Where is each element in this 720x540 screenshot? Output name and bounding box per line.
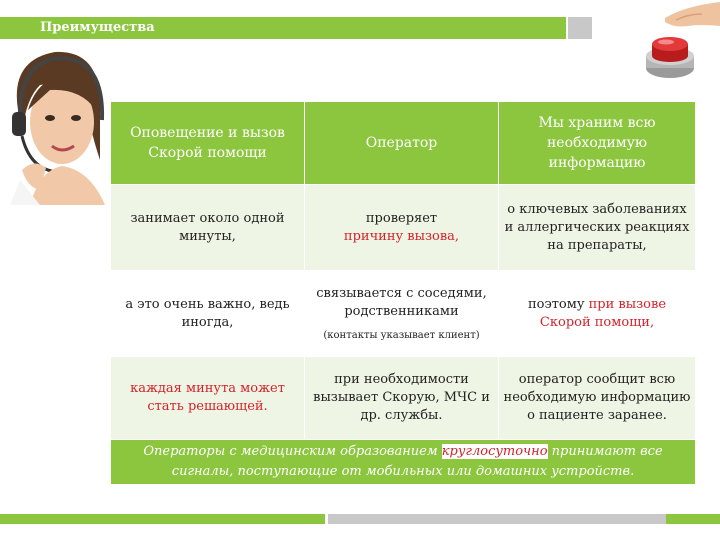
page-title: Преимущества	[40, 20, 155, 35]
footer-text: Операторы с медицинским образованием	[143, 444, 442, 459]
table-cell-r2-c1: а это очень важно, ведь иногда,	[111, 271, 304, 356]
table-header-operator: Оператор	[305, 102, 498, 184]
bottom-accent-bar-left	[0, 514, 325, 524]
table-cell-r3-c1: каждая минута может стать решающей.	[111, 357, 304, 439]
cell-text-highlight: причину вызова,	[343, 228, 460, 244]
top-gray-block	[568, 17, 592, 39]
cell-text: проверяет	[365, 210, 438, 226]
table-cell-r3-c2: при необходимости вызывает Скорую, МЧС и др. службы.	[305, 357, 498, 439]
table-footer-note	[111, 440, 695, 484]
table-cell-r2-c3	[499, 271, 695, 356]
bottom-gray-bar	[328, 514, 666, 524]
cell-note: (контакты указывает клиент)	[323, 329, 480, 341]
table-cell-r2-c2	[305, 271, 498, 356]
table-cell-r1-c2	[305, 185, 498, 270]
cell-text-highlight: при вызове Скорой помощи,	[539, 296, 667, 330]
red-button-icon	[630, 0, 720, 90]
cell-text: связывается с соседями, родственниками	[316, 285, 487, 319]
footer-highlight: круглосуточно	[441, 444, 548, 459]
table-cell-r1-c1: занимает около одной минуты,	[111, 185, 304, 270]
table-header-storage: Мы храним всю необходимую информацию	[499, 102, 695, 184]
bottom-accent-bar-right	[666, 514, 720, 524]
operator-illustration	[0, 40, 110, 205]
cell-text: поэтому	[527, 296, 589, 312]
footer-text-end: принимают все сигналы, поступающие от мобильных или домашних устройств.	[171, 444, 663, 479]
table-header-alert: Оповещение и вызов Скорой помощи	[111, 102, 304, 184]
table-cell-r3-c3: оператор сообщит всю необходимую информацию о пациенте заранее.	[499, 357, 695, 439]
table-cell-r1-c3: о ключевых заболеваниях и аллергических реакциях на препараты,	[499, 185, 695, 270]
